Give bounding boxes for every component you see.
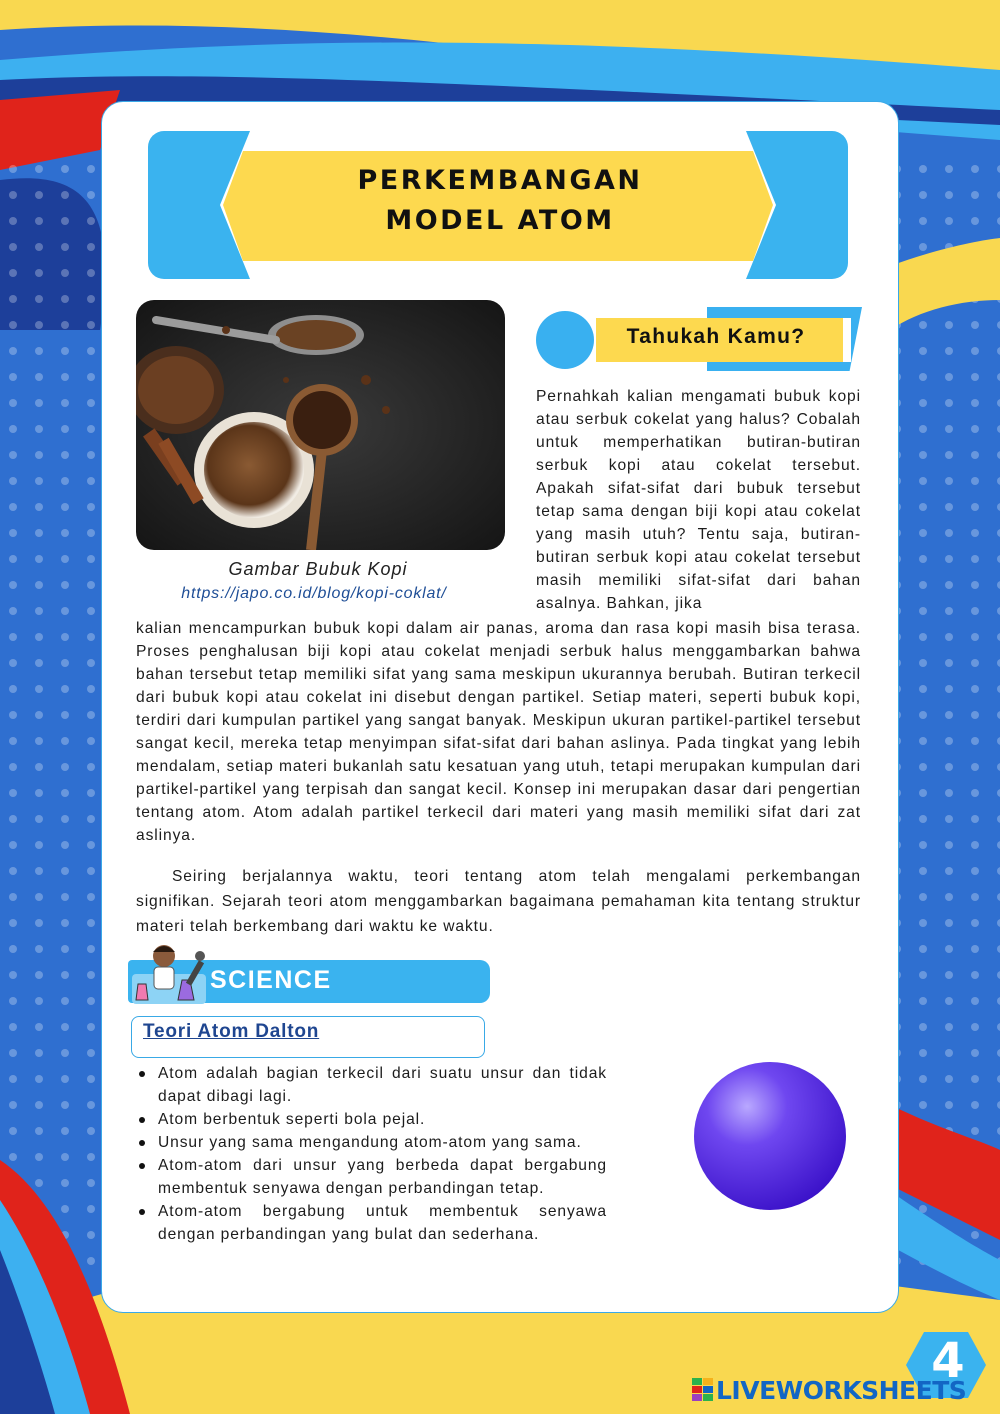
- dalton-points-list: [158, 1062, 607, 1246]
- liveworksheets-icon: [692, 1378, 714, 1402]
- image-source-link[interactable]: https://japo.co.id/blog/kopi-coklat/: [181, 585, 447, 602]
- image-caption: Gambar Bubuk Kopi: [228, 559, 408, 579]
- dalton-title: Teori Atom Dalton: [143, 1021, 320, 1042]
- scientist-illustration: [128, 940, 210, 1006]
- list-item: Atom-atom bergabung untuk membentuk senyawa dengan perbandingan yang bulat dan sederhana.: [158, 1200, 607, 1246]
- body-paragraph-2: Seiring berjalannya waktu, teori tentang atom telah mengalami perkembangan signifikan. Sejarah teori atom menggambarkan bagaimana pemahaman kita tentang struktur materi telah berkembang dari waktu ke waktu.: [136, 868, 861, 935]
- science-heading: SCIENCE: [210, 966, 332, 994]
- list-item: Atom-atom dari unsur yang berbeda dapat bergabung membentuk senyawa dengan perbandingan tetap.: [158, 1154, 607, 1200]
- title-line-1: PERKEMBANGAN: [357, 165, 643, 196]
- tahukah-heading: Tahukah Kamu?: [626, 325, 806, 348]
- coffee-photo: [136, 300, 505, 550]
- tahukah-circle-decoration: [536, 311, 594, 369]
- liveworksheets-logo: [692, 1375, 966, 1405]
- list-item: Atom berbentuk seperti bola pejal.: [158, 1108, 607, 1131]
- body-paragraph-1: kalian mencampurkan bubuk kopi dalam air panas, aroma dan rasa kopi masih bisa terasa. Proses penghalusan biji kopi atau cokelat menjadi serbuk halus menggambarkan bahwa bahan tersebut tetap memiliki sifat yang sama meskipun ukurannya berubah. Butiran terkecil dari bubuk kopi atau cokelat ini disebut dengan partikel. Setiap materi, seperti bubuk kopi, terdiri dari kumpulan partikel yang sangat banyak. Meskipun ukuran partikel-partikel tersebut sangat kecil, mereka tetap menyimpan sifat-sifat dari bahan aslinya. Pada tingkat yang lebih mendalam, setiap materi bukanlah satu kesatuan yang utuh, tetapi merupakan kumpulan dari partikel-partikel yang terpisah dan sangat kecil. Konsep ini merupakan dasar dari pengertian tentang atom. Atom adalah partikel terkecil dari materi yang masih memiliki sifat dari zat aslinya.: [136, 620, 861, 844]
- title-line-2: MODEL ATOM: [385, 205, 615, 236]
- list-item: Unsur yang sama mengandung atom-atom yang sama.: [158, 1131, 607, 1154]
- intro-paragraph: Pernahkah kalian mengamati bubuk kopi atau serbuk cokelat yang halus? Cobalah untuk memperhatikan butiran-butiran serbuk kopi atau cokelat tersebut. Apakah sifat-sifat dari bubuk tersebut tetap sama dengan biji kopi atau cokelat yang masih utuh? Tentu saja, butiran-butiran serbuk kopi atau cokelat tersebut masih memiliki sifat-sifat dari bahan asalnya. Bahkan, jika: [536, 388, 861, 612]
- liveworksheets-brand: LIVEWORKSHEETS: [716, 1375, 967, 1405]
- dalton-atom-sphere: [693, 1061, 847, 1211]
- page-title: [250, 161, 750, 241]
- page-number: 4: [931, 1333, 965, 1389]
- list-item: Atom adalah bagian terkecil dari suatu unsur dan tidak dapat dibagi lagi.: [158, 1062, 607, 1108]
